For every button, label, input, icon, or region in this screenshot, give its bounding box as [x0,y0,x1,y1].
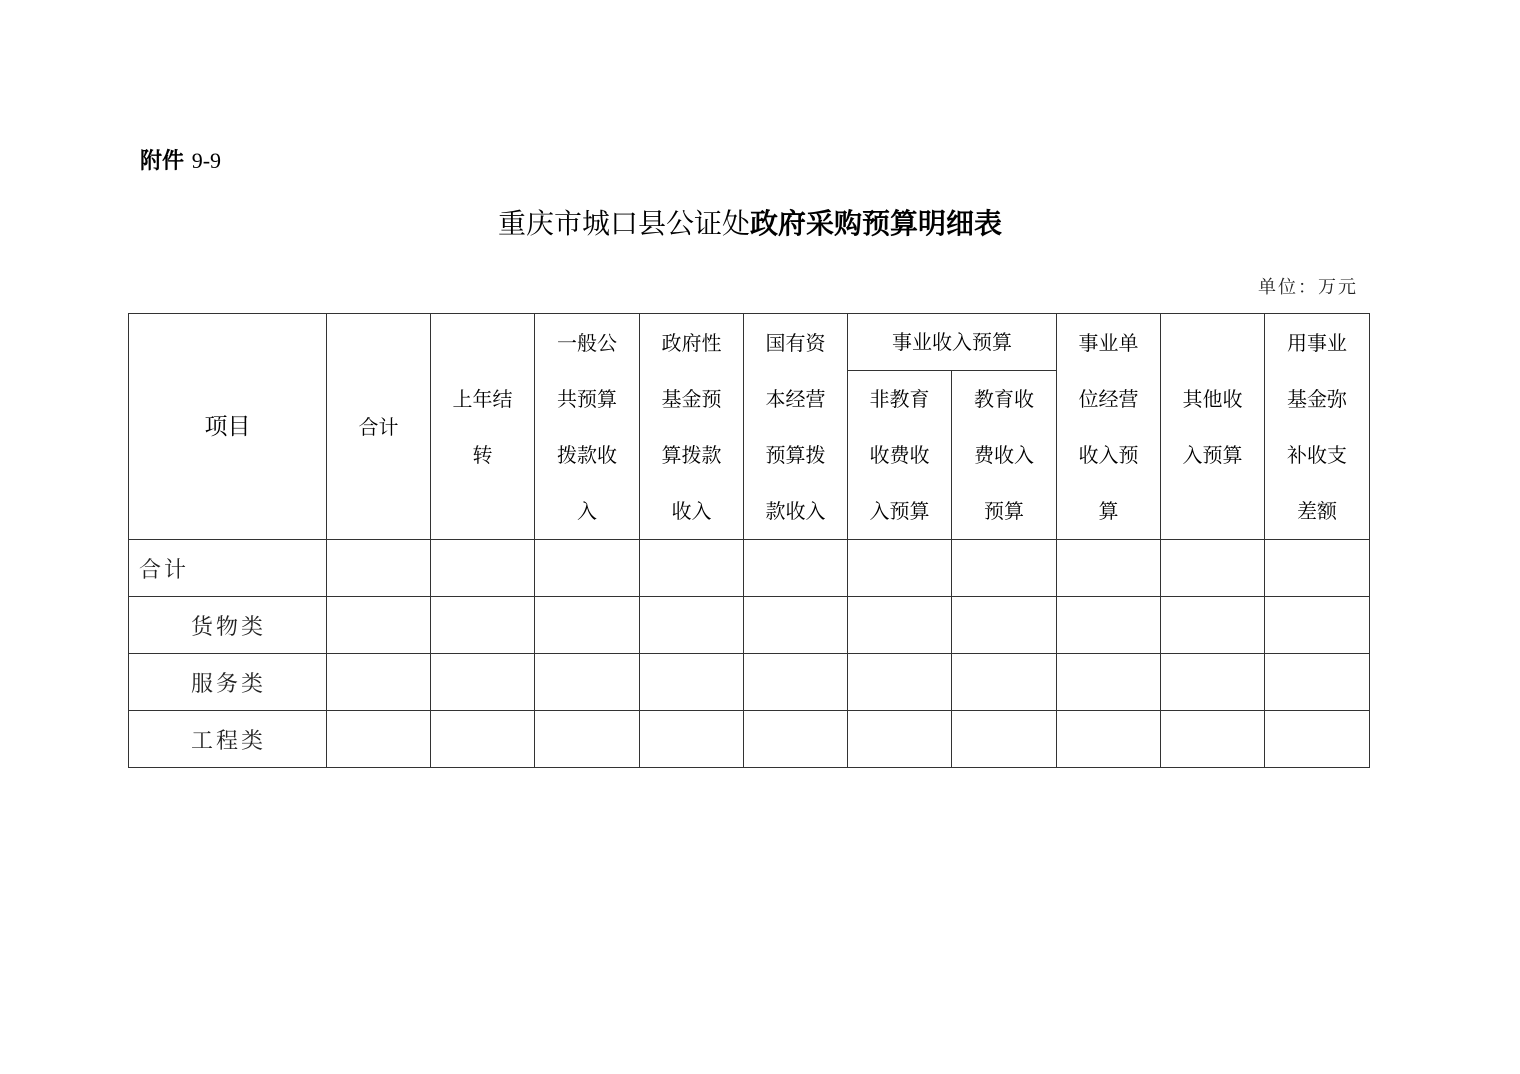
table-cell [431,597,535,654]
header-line: 上年结 [452,386,513,411]
table-cell [1057,711,1161,768]
table-cell [952,654,1057,711]
table-cell [640,711,744,768]
attachment-label-text: 附件 [140,149,185,174]
attachment-label [140,144,221,175]
table-cell [952,540,1057,597]
table-cell [1265,597,1370,654]
table-cell [1161,540,1265,597]
header-other-income [1161,314,1265,540]
header-business-income-group: 事业收入预算 [848,314,1057,371]
header-line: 预算拨 [765,442,826,467]
header-line: 收费收 [869,443,930,467]
table-cell [848,711,952,768]
unit-label: 单位：万元 [1258,277,1358,298]
table-cell [1161,711,1265,768]
header-carryover [431,314,535,540]
header-line: 预算 [984,499,1024,523]
header-line: 基金预 [661,386,722,411]
header-line: 收入 [671,498,712,523]
table-cell [535,711,640,768]
header-general-budget [535,314,640,540]
table-cell [431,654,535,711]
header-line: 算 [1098,498,1119,523]
header-line: 补收支 [1287,442,1347,467]
table-cell [744,540,848,597]
header-line: 算拨款 [661,442,722,467]
table-cell [1161,654,1265,711]
table-cell [1265,540,1370,597]
table-cell [1161,597,1265,654]
header-fund-offset [1265,314,1370,540]
table-cell [952,597,1057,654]
header-line: 政府性 [661,330,722,355]
table-cell [848,540,952,597]
table-cell [535,597,640,654]
table-cell [327,597,431,654]
row-label-services: 服务类 [129,654,327,711]
table-cell [952,711,1057,768]
table-cell [848,597,952,654]
header-line: 入预算 [869,499,930,523]
table-cell [1057,540,1161,597]
header-state-capital [744,314,848,540]
table-cell [327,540,431,597]
table-cell [744,711,848,768]
title-prefix: 重庆市城口县公证处 [497,207,750,240]
table-cell [431,711,535,768]
header-line: 共预算 [557,386,617,411]
header-item: 项目 [129,314,327,540]
header-line: 入预算 [1182,442,1243,467]
table-cell [535,540,640,597]
row-label-total: 合计 [129,540,327,597]
row-label-engineering: 工程类 [129,711,327,768]
table-cell [327,654,431,711]
title-main: 政府采购预算明细表 [750,207,1003,240]
header-line: 款收入 [765,498,826,523]
header-line: 转 [472,442,493,467]
header-line: 本经营 [765,386,826,411]
header-fund-budget [640,314,744,540]
header-line: 费收入 [974,443,1034,467]
header-line: 用事业 [1287,330,1347,355]
header-line: 收入预 [1078,442,1139,467]
budget-table [128,313,1370,768]
table-cell [327,711,431,768]
table-row [129,597,1370,654]
header-line: 位经营 [1078,386,1139,411]
table-cell [848,654,952,711]
header-line: 教育收 [974,387,1034,411]
table-cell [535,654,640,711]
header-total: 合计 [327,314,431,540]
table-cell [1057,654,1161,711]
attachment-number: 9-9 [191,148,222,173]
table-cell [744,654,848,711]
row-label-goods: 货物类 [129,597,327,654]
header-line: 事业单 [1078,330,1139,355]
table-row [129,711,1370,768]
header-line: 拨款收 [557,442,617,467]
page-title [0,202,1500,242]
table-cell [1265,654,1370,711]
table-cell [640,597,744,654]
table-cell [744,597,848,654]
header-line: 入 [577,498,597,523]
table-cell [640,540,744,597]
header-line: 基金弥 [1287,386,1347,411]
header-line: 国有资 [765,330,826,355]
table-row [129,654,1370,711]
table-cell [640,654,744,711]
header-line: 非教育 [869,387,930,411]
table-cell [1265,711,1370,768]
header-line: 其他收 [1182,386,1243,411]
header-line: 差额 [1297,498,1337,523]
table-row [129,540,1370,597]
header-unit-operation [1057,314,1161,540]
header-non-education [848,371,952,540]
header-education [952,371,1057,540]
table-cell [1057,597,1161,654]
table-cell [431,540,535,597]
header-line: 一般公 [557,330,617,355]
